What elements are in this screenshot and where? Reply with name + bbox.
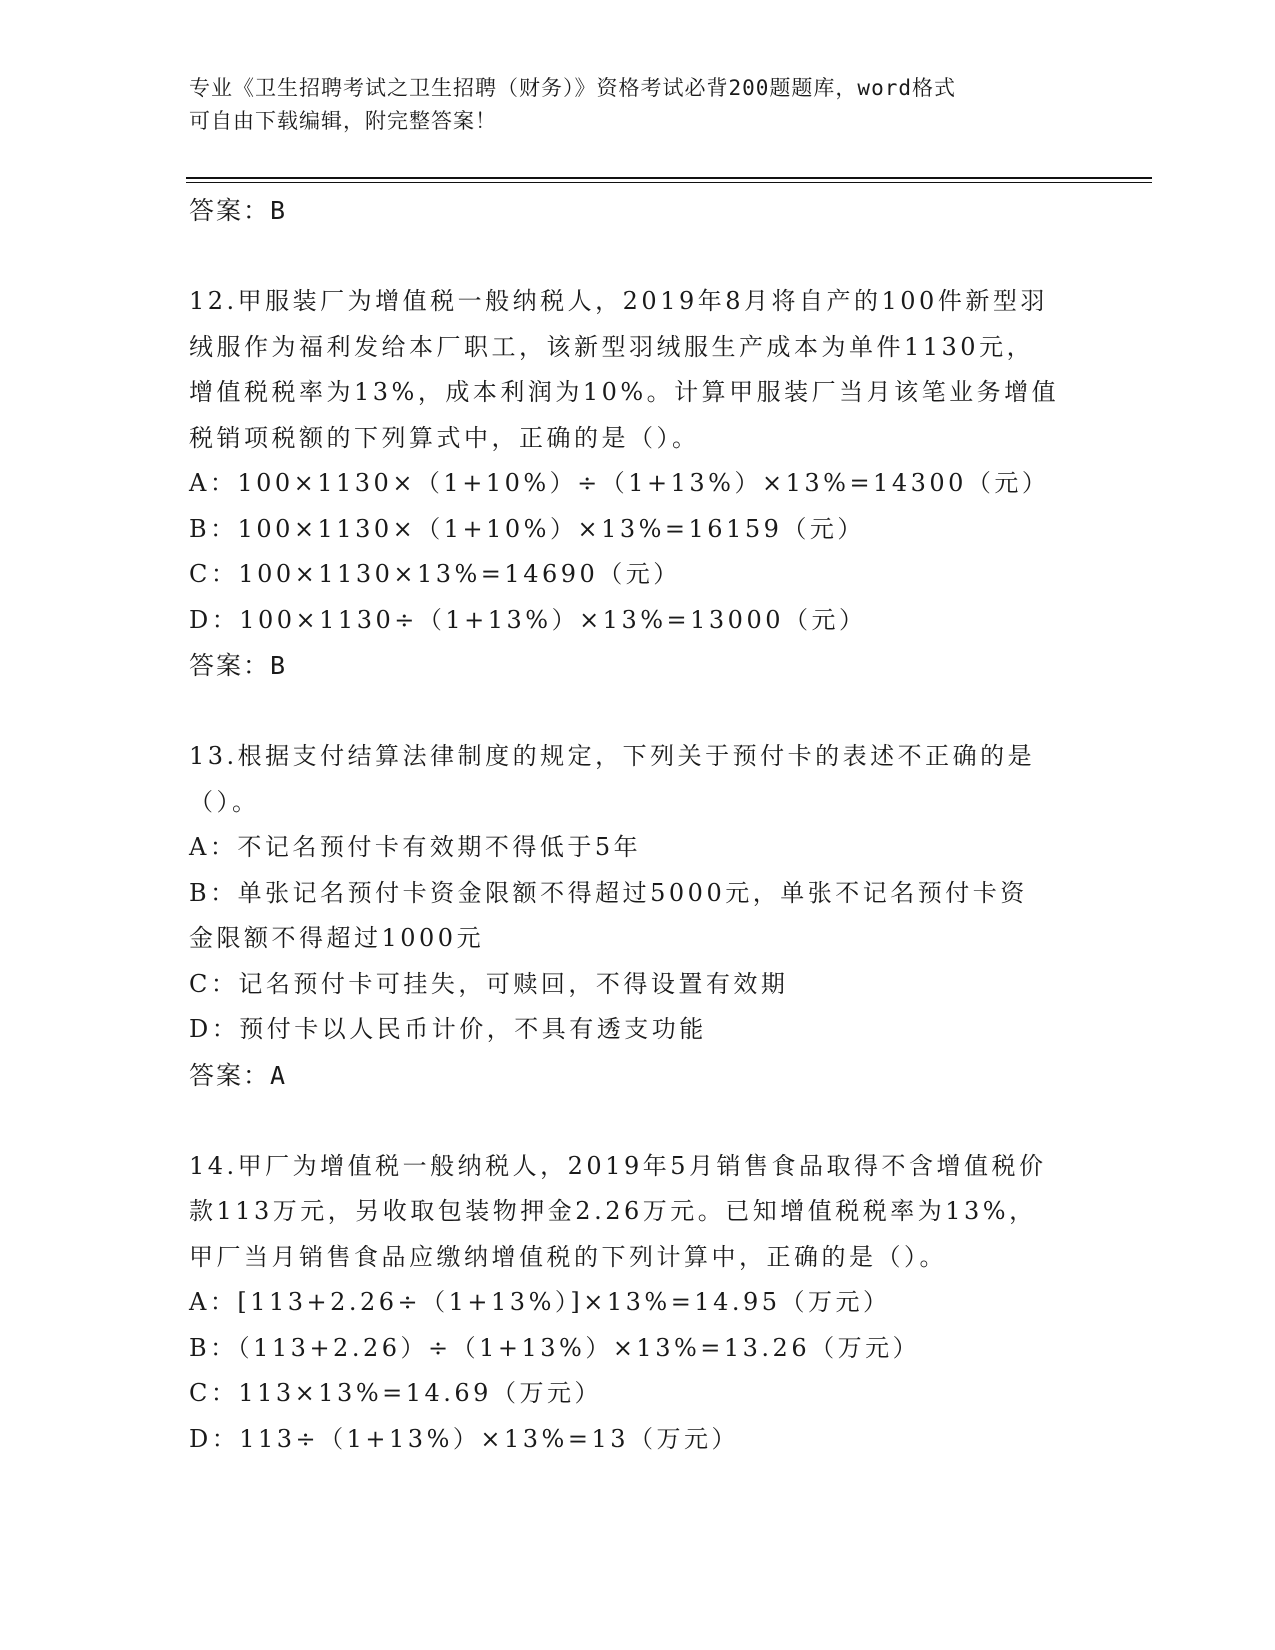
option-b: B：单张记名预付卡资金限额不得超过5000元，单张不记名预付卡资 [189,878,1028,907]
question-list [189,188,1089,1462]
option-d: D：113÷（1+13%）×13%=13（万元） [189,1424,739,1453]
question-stem-line: 增值税税率为13%，成本利润为10%。计算甲服装厂当月该笔业务增值 [189,378,1060,406]
previous-answer: 答案：B [189,196,288,225]
question-stem-line: 12.甲服装厂为增值税一般纳税人，2019年8月将自产的100件新型羽 [189,287,1048,315]
option-b: B：（113+2.26）÷（1+13%）×13%=13.26（万元） [189,1333,921,1362]
question-stem-line: 甲厂当月销售食品应缴纳增值税的下列计算中，正确的是（）。 [189,1242,947,1271]
question-stem-line: （）。 [189,787,260,816]
option-a: A：[113+2.26÷（1+13%）]×13%=14.95（万元） [189,1288,891,1316]
spacer [189,1098,1089,1144]
header-divider [186,177,1152,179]
option-c: C：记名预付卡可挂失，可赎回，不得设置有效期 [189,969,789,998]
question-stem-line: 13.根据支付结算法律制度的规定，下列关于预付卡的表述不正确的是 [189,742,1036,770]
question-stem-line: 款113万元，另收取包装物押金2.26万元。已知增值税税率为13%， [189,1197,1037,1225]
option-c: C：100×1130×13%=14690（元） [189,560,681,588]
header-line-1: 专业《卫生招聘考试之卫生招聘（财务）》资格考试必背200题题库，word格式 [189,76,956,100]
answer: 答案：B [189,651,288,680]
option-d: D：100×1130÷（1+13%）×13%=13000（元） [189,605,867,634]
question-12 [189,279,1089,689]
question-stem-line: 绒服作为福利发给本厂职工，该新型羽绒服生产成本为单件1130元， [189,332,1035,361]
option-b: B：100×1130×（1+10%）×13%=16159（元） [189,514,865,543]
header-divider-secondary [186,182,1152,183]
option-a: A：不记名预付卡有效期不得低于5年 [189,833,642,861]
option-d: D：预付卡以人民币计价，不具有透支功能 [189,1015,707,1043]
option-a: A：100×1130×（1+10%）÷（1+13%）×13%=14300（元） [189,469,1050,497]
option-b-continued: 金限额不得超过1000元 [189,924,485,952]
question-stem-line: 14.甲厂为增值税一般纳税人，2019年5月销售食品取得不含增值税价 [189,1151,1047,1180]
answer: 答案：A [189,1060,288,1090]
question-13 [189,734,1089,1098]
question-stem-line: 税销项税额的下列算式中，正确的是（）。 [189,423,700,452]
spacer [189,234,1089,280]
option-c: C：113×13%=14.69（万元） [189,1379,602,1407]
header-line-2: 可自由下载编辑，附完整答案！ [189,109,497,133]
document-header [189,72,1089,138]
spacer [189,689,1089,735]
question-14 [189,1144,1089,1463]
